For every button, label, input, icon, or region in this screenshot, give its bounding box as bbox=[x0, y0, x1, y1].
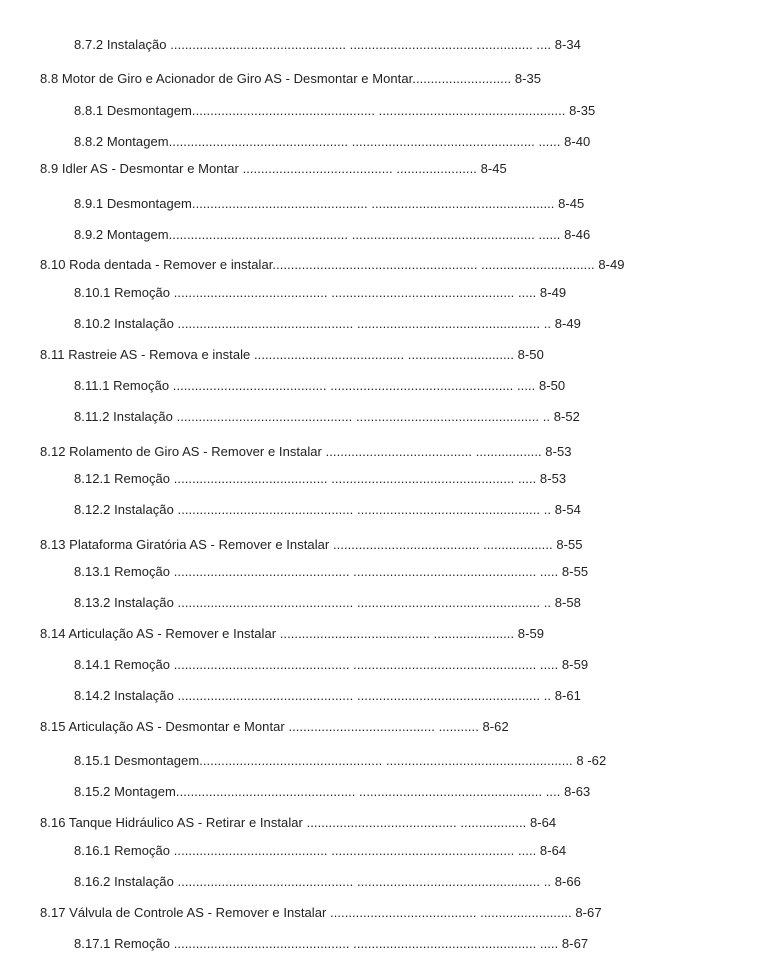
toc-entry: 8.8 Motor de Giro e Acionador de Giro AS - Desmontar e Montar........................... 8-35 bbox=[40, 71, 542, 86]
toc-entry: 8.14.1 Remoção ................................................ .................................................. ..... 8-59 bbox=[74, 657, 589, 672]
toc-entry: 8.9.2 Montagem................................................. .................................................. ...... 8-46 bbox=[74, 227, 591, 242]
toc-entry: 8.10 Roda dentada - Remover e instalar........................................................ ............................... 8-49 bbox=[40, 257, 625, 272]
toc-entry: 8.16.2 Instalação ................................................ .................................................. .. 8-66 bbox=[74, 874, 581, 889]
toc-entry: 8.17 Válvula de Controle AS - Remover e Instalar ........................................ ......................... 8-67 bbox=[40, 905, 602, 920]
toc-entry: 8.13.1 Remoção ................................................ .................................................. ..... 8-55 bbox=[74, 564, 589, 579]
toc-entry: 8.15 Articulação AS - Desmontar e Montar ........................................ ........... 8-62 bbox=[40, 719, 509, 734]
toc-entry: 8.12 Rolamento de Giro AS - Remover e Instalar ........................................ .................. 8-53 bbox=[40, 444, 572, 459]
toc-entry: 8.8.2 Montagem................................................. .................................................. ...... 8-40 bbox=[74, 134, 591, 149]
toc-entry: 8.11 Rastreie AS - Remova e instale ......................................... ............................. 8-50 bbox=[40, 347, 544, 362]
toc-entry: 8.7.2 Instalação ................................................ .................................................. .... 8-34 bbox=[74, 37, 581, 52]
toc-entry: 8.11.2 Instalação ................................................ .................................................. .. 8-52 bbox=[74, 409, 580, 424]
toc-entry: 8.14 Articulação AS - Remover e Instalar ......................................... ...................... 8-59 bbox=[40, 626, 545, 641]
toc-entry: 8.10.1 Remoção .......................................... .................................................. ..... 8-49 bbox=[74, 285, 567, 300]
toc-entry: 8.9 Idler AS - Desmontar e Montar ......................................... ...................... 8-45 bbox=[40, 161, 507, 176]
toc-entry: 8.14.2 Instalação ................................................ .................................................. .. 8-61 bbox=[74, 688, 581, 703]
toc-entry: 8.16 Tanque Hidráulico AS - Retirar e Instalar ......................................... .................. 8-64 bbox=[40, 815, 557, 830]
toc-entry: 8.13 Plataforma Giratória AS - Remover e Instalar ........................................ ................... 8-55 bbox=[40, 537, 583, 552]
toc-entry: 8.13.2 Instalação ................................................ .................................................. .. 8-58 bbox=[74, 595, 581, 610]
toc-entry: 8.9.1 Desmontagem................................................ .................................................. 8-45 bbox=[74, 196, 585, 211]
toc-entry: 8.17.1 Remoção ................................................ .................................................. ..... 8-67 bbox=[74, 936, 589, 951]
toc-entry: 8.16.1 Remoção .......................................... .................................................. ..... 8-64 bbox=[74, 843, 567, 858]
toc-entry: 8.12.1 Remoção .......................................... .................................................. ..... 8-53 bbox=[74, 471, 567, 486]
toc-entry: 8.10.2 Instalação ................................................ .................................................. .. 8-49 bbox=[74, 316, 581, 331]
toc-entry: 8.15.2 Montagem................................................. .................................................. .... 8-63 bbox=[74, 784, 591, 799]
toc-entry: 8.12.2 Instalação ................................................ .................................................. .. 8-54 bbox=[74, 502, 581, 517]
toc-entry: 8.11.1 Remoção .......................................... .................................................. ..... 8-50 bbox=[74, 378, 566, 393]
toc-entry: 8.8.1 Desmontagem.................................................. ................................................... 8-35 bbox=[74, 103, 596, 118]
toc-entry: 8.15.1 Desmontagem.................................................. ................................................... 8 -62 bbox=[74, 753, 607, 768]
